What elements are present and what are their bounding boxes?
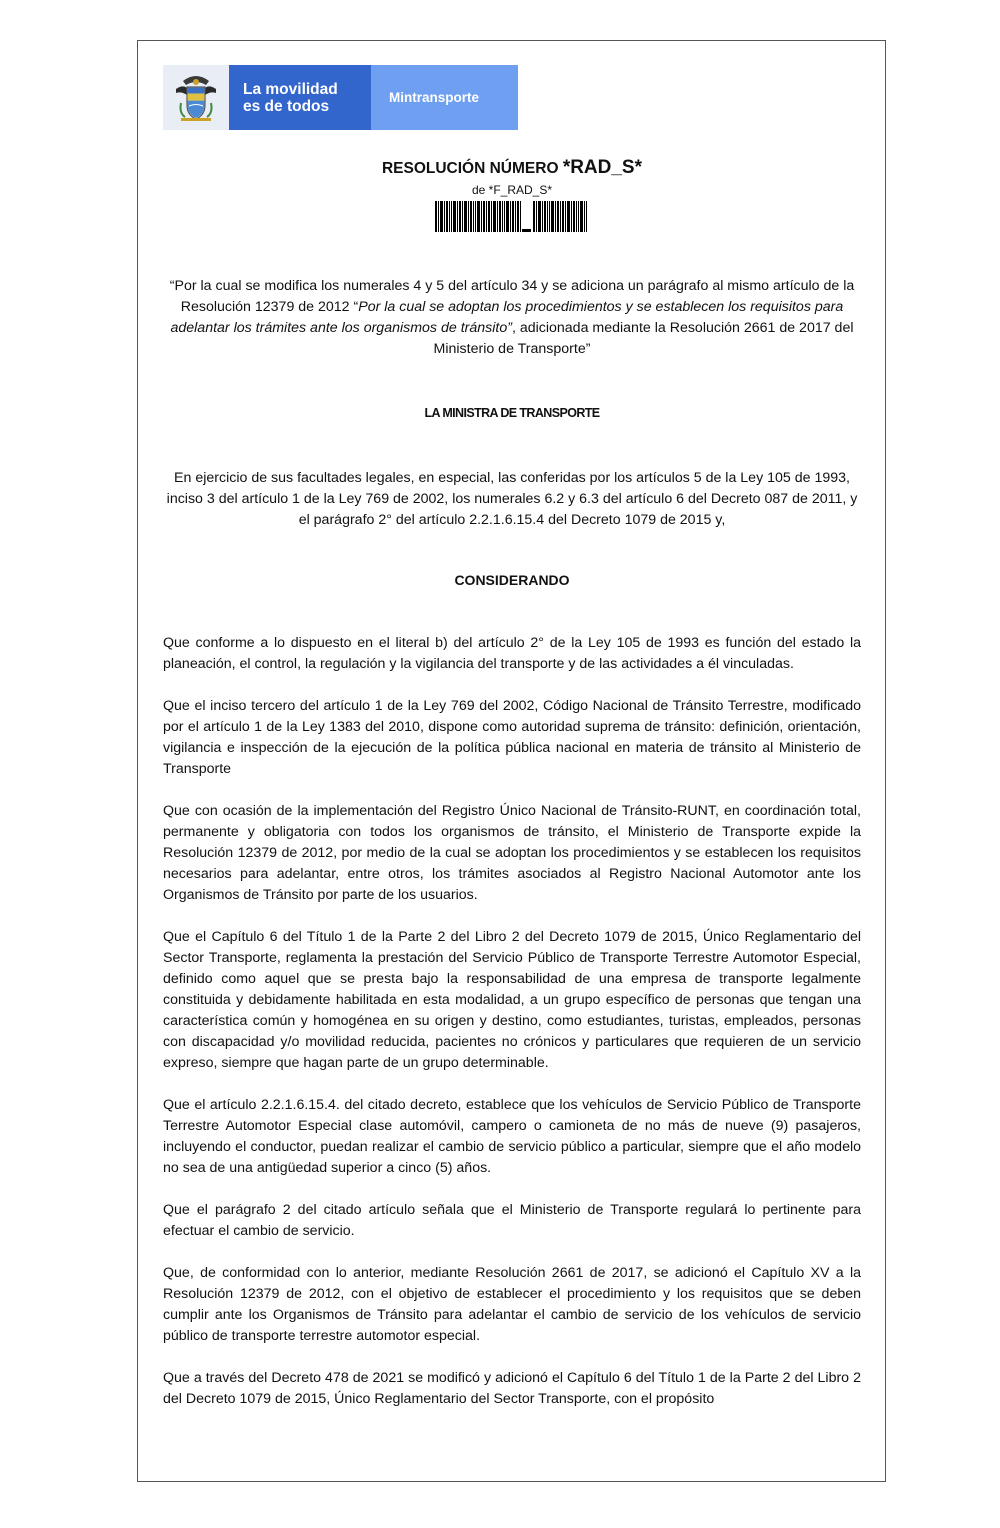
consideration-paragraph: Que el inciso tercero del artículo 1 de la Ley 769 del 2002, Código Nacional de Tránsito Terrestre, modificado por el artículo 1 de la Ley 1383 del 2010, dispone como autoridad suprema de tránsito: definición, orientación, vigilancia e inspección de la ejecución de la política pública nacional en materia de tránsito al Ministerio de Transporte xyxy=(163,698,861,777)
slogan-line-1: La movilidad xyxy=(243,80,338,98)
preamble-text: En ejercicio de sus facultades legales, en especial, las conferidas por los artículos 5 de la Ley 105 de 1993, inciso 3 del artículo 1 de la Ley 769 de 2002, los numerales 6.2 y 6.3 del artículo 6 del Decreto 087 de 2011, y el parágrafo 2° del artículo 2.2.1.6.15.4 del Decreto 1079 de 2015 y, xyxy=(166,470,858,528)
header-banner xyxy=(163,65,518,130)
barcode-icon xyxy=(435,201,587,232)
resolution-subject xyxy=(163,276,861,360)
consideration-paragraph: Que el Capítulo 6 del Título 1 de la Parte 2 del Libro 2 del Decreto 1079 de 2015, Único Reglamentario del Sector Transporte, reglamenta la prestación del Servicio Público de Transporte Terrestre Automotor Especial, definido como aquel que se presta bajo la responsabilidad de una empresa de transporte legalmente constituida y debidamente habilitada en esta modalidad, a un grupo específico de personas que tengan una característica común y homogénea en su origen y destino, como estudiantes, turistas, empleados, personas con discapacidad y/o movilidad reducida, pacientes no crónicos y particulares que requieren de un servicio expreso, siempre que hagan parte de un grupo determinable. xyxy=(163,929,861,1071)
subject-part-2: , adicionada mediante la Resolución 2661 de 2017 del Ministerio de Transporte” xyxy=(433,320,854,357)
consideration-paragraph: Que conforme a lo dispuesto en el literal b) del artículo 2° de la Ley 105 de 1993 es función del estado la planeación, el control, la regulación y la vigilancia del transporte y de las actividades a él vinculadas. xyxy=(163,635,861,672)
slogan-block xyxy=(229,65,371,130)
resolution-number: *RAD_S* xyxy=(562,157,643,178)
document-page xyxy=(137,40,886,1482)
considerando-heading: CONSIDERANDO xyxy=(454,572,570,588)
issuer-heading: LA MINISTRA DE TRANSPORTE xyxy=(424,406,600,420)
ministry-block xyxy=(371,65,518,130)
slogan-line-2: es de todos xyxy=(243,97,330,115)
consideration-paragraph: Que el parágrafo 2 del citado artículo señala que el Ministerio de Transporte regulará lo pertinente para efectuar el cambio de servicio. xyxy=(163,1202,861,1239)
considerations-body xyxy=(163,633,861,1431)
ministry-name: Mintransporte xyxy=(389,90,480,105)
resolution-date: de *F_RAD_S* xyxy=(471,183,553,197)
shield-container xyxy=(163,65,229,130)
resolution-title xyxy=(138,157,886,179)
consideration-paragraph: Que a través del Decreto 478 de 2021 se modificó y adicionó el Capítulo 6 del Título 1 de la Parte 2 del Libro 2 del Decreto 1079 de 2015, Único Reglamentario del Sector Transporte, con el propósito xyxy=(163,1370,861,1407)
subject-italic-title: Por la cual se adoptan los procedimientos y se establecen los requisitos para adelantar los trámites ante los organismos de tránsito” xyxy=(170,299,844,336)
consideration-paragraph: Que con ocasión de la implementación del Registro Único Nacional de Tránsito-RUNT, en coordinación total, permanente y obligatoria con todos los organismos de tránsito, el Ministerio de Transporte expide la Resolución 12379 de 2012, por medio de la cual se adoptan los procedimientos y se establecen los requisitos necesarios para adelantar, entre otros, los trámites asociados al Registro Nacional Automotor ante los Organismos de Tránsito por parte de los usuarios. xyxy=(163,803,861,903)
consideration-paragraph: Que el artículo 2.2.1.6.15.4. del citado decreto, establece que los vehículos de Servicio Público de Transporte Terrestre Automotor Especial clase automóvil, campero o camioneta de no más de nueve (9) pasajeros, incluyendo el conductor, puedan realizar el cambio de servicio público a particular, siempre que el año modelo no sea de una antigüedad superior a cinco (5) años. xyxy=(163,1097,861,1176)
subject-part-1: “Por la cual se modifica los numerales 4 y 5 del artículo 34 y se adiciona un parágrafo al mismo artículo de la Resolución 12379 de 2012 “ xyxy=(169,278,855,315)
resolution-title-prefix: RESOLUCIÓN NÚMERO xyxy=(381,160,563,177)
colombia-coat-of-arms-icon xyxy=(173,73,219,123)
consideration-paragraph: Que, de conformidad con lo anterior, mediante Resolución 2661 de 2017, se adicionó el Capítulo XV a la Resolución 12379 de 2012, con el objetivo de establecer el procedimiento y los requisitos que se deben cumplir ante los Organismos de Tránsito para adelantar el cambio de servicio de los vehículos de servicio público de transporte terrestre automotor especial. xyxy=(163,1265,861,1344)
